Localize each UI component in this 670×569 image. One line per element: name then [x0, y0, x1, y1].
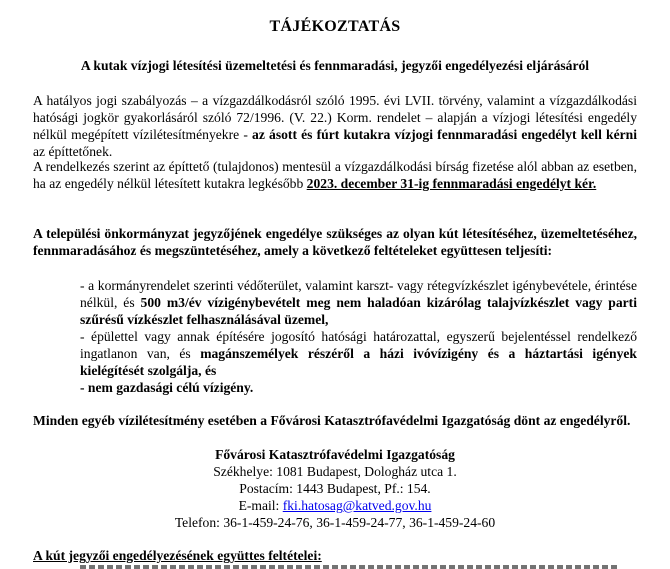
- contact-email-label: E-mail:: [238, 498, 283, 513]
- paragraph-legal-basis: [33, 92, 637, 160]
- paragraph-other-facilities: [33, 412, 637, 429]
- section-heading-conditions: A kút jegyzői engedélyezésének együttes feltételei:: [33, 548, 322, 563]
- paragraph-text: A hatályos jogi szabályozás – a vízgazdálkodásról szóló 1995. évi LVII. törvény, valamint a vízgazdálkodási hatósági jogkör gyakorlásáról szóló 72/1996. (V. 22.) Korm. rendelet – alapján a vízjogi létesítési engedély nélkül megépített vízilétesítményekre -: [33, 93, 637, 142]
- list-item-text: - épülettel vagy annak építésére jogosító hatósági határozattal, egyszerű bejelentéssel rendelkező ingatlanon van, és: [80, 329, 637, 361]
- list-item: [80, 379, 637, 396]
- paragraph-text: az építtetőnek.: [33, 144, 113, 159]
- conditions-list: [80, 277, 637, 396]
- list-item-emphasis: magánszemélyek részéről a házi ivóvízigény és a háztartási igények kielégítését szolgálja, és: [80, 346, 637, 378]
- list-item-text: - a kormányrendelet szerinti védőterület, valamint karszt- vagy rétegvízkészlet igénybevétele, érintése nélkül, és: [80, 278, 637, 310]
- contact-email-link[interactable]: fki.hatosag@katved.gov.hu: [282, 498, 432, 513]
- cropped-text-line: [80, 565, 620, 569]
- contact-phone: Telefon: 36-1-459-24-76, 36-1-459-24-77, 36-1-459-24-60: [174, 515, 496, 530]
- paragraph-emphasis: az ásott és fúrt kutakra vízjogi fennmaradási engedélyt kell kérni: [252, 127, 637, 142]
- list-item-emphasis: 500 m3/év vízigénybevételt meg nem haladóan kizárólag talajvízkészlet vagy parti szűrésű vízkészlet felhasználásával üzemel,: [80, 295, 637, 327]
- paragraph-deadline: [33, 158, 637, 192]
- contact-email-line: [33, 497, 637, 514]
- contact-org-name: Fővárosi Katasztrófavédelmi Igazgatóság: [215, 447, 455, 462]
- list-item: [80, 277, 637, 328]
- paragraph-conditions-intro: [33, 225, 637, 259]
- page-subtitle: A kutak vízjogi létesítési üzemeltetési és fennmaradási, jegyzői engedélyezési eljárásáról: [80, 58, 590, 73]
- paragraph-text: A rendelkezés szerint az építtető (tulajdonos) mentesül a vízgazdálkodási bírság fizetése alól abban az esetben, ha az engedély nélkül létesített kutakra legkésőbb: [33, 159, 637, 191]
- contact-postal: Postacím: 1443 Budapest, Pf.: 154.: [239, 481, 431, 496]
- page-title: TÁJÉKOZTATÁS: [269, 18, 401, 35]
- paragraph-emphasis: A települési önkormányzat jegyzőjének engedélye szükséges az olyan kút létesítéséhez, üzemeltetéséhez, fennmaradásához és megszüntetéséhez, amely a következő feltételeket együttesen teljesíti:: [33, 226, 637, 258]
- list-item-emphasis: - nem gazdasági célú vízigény.: [80, 380, 254, 395]
- deadline-emphasis: 2023. december 31-ig fennmaradási engedélyt kér.: [306, 176, 597, 191]
- contact-seat: Székhelye: 1081 Budapest, Dologház utca 1.: [213, 464, 457, 479]
- paragraph-emphasis: Minden egyéb vízilétesítmény esetében a Fővárosi Katasztrófavédelmi Igazgatóság dönt az engedélyről.: [33, 413, 631, 428]
- list-item: [80, 328, 637, 379]
